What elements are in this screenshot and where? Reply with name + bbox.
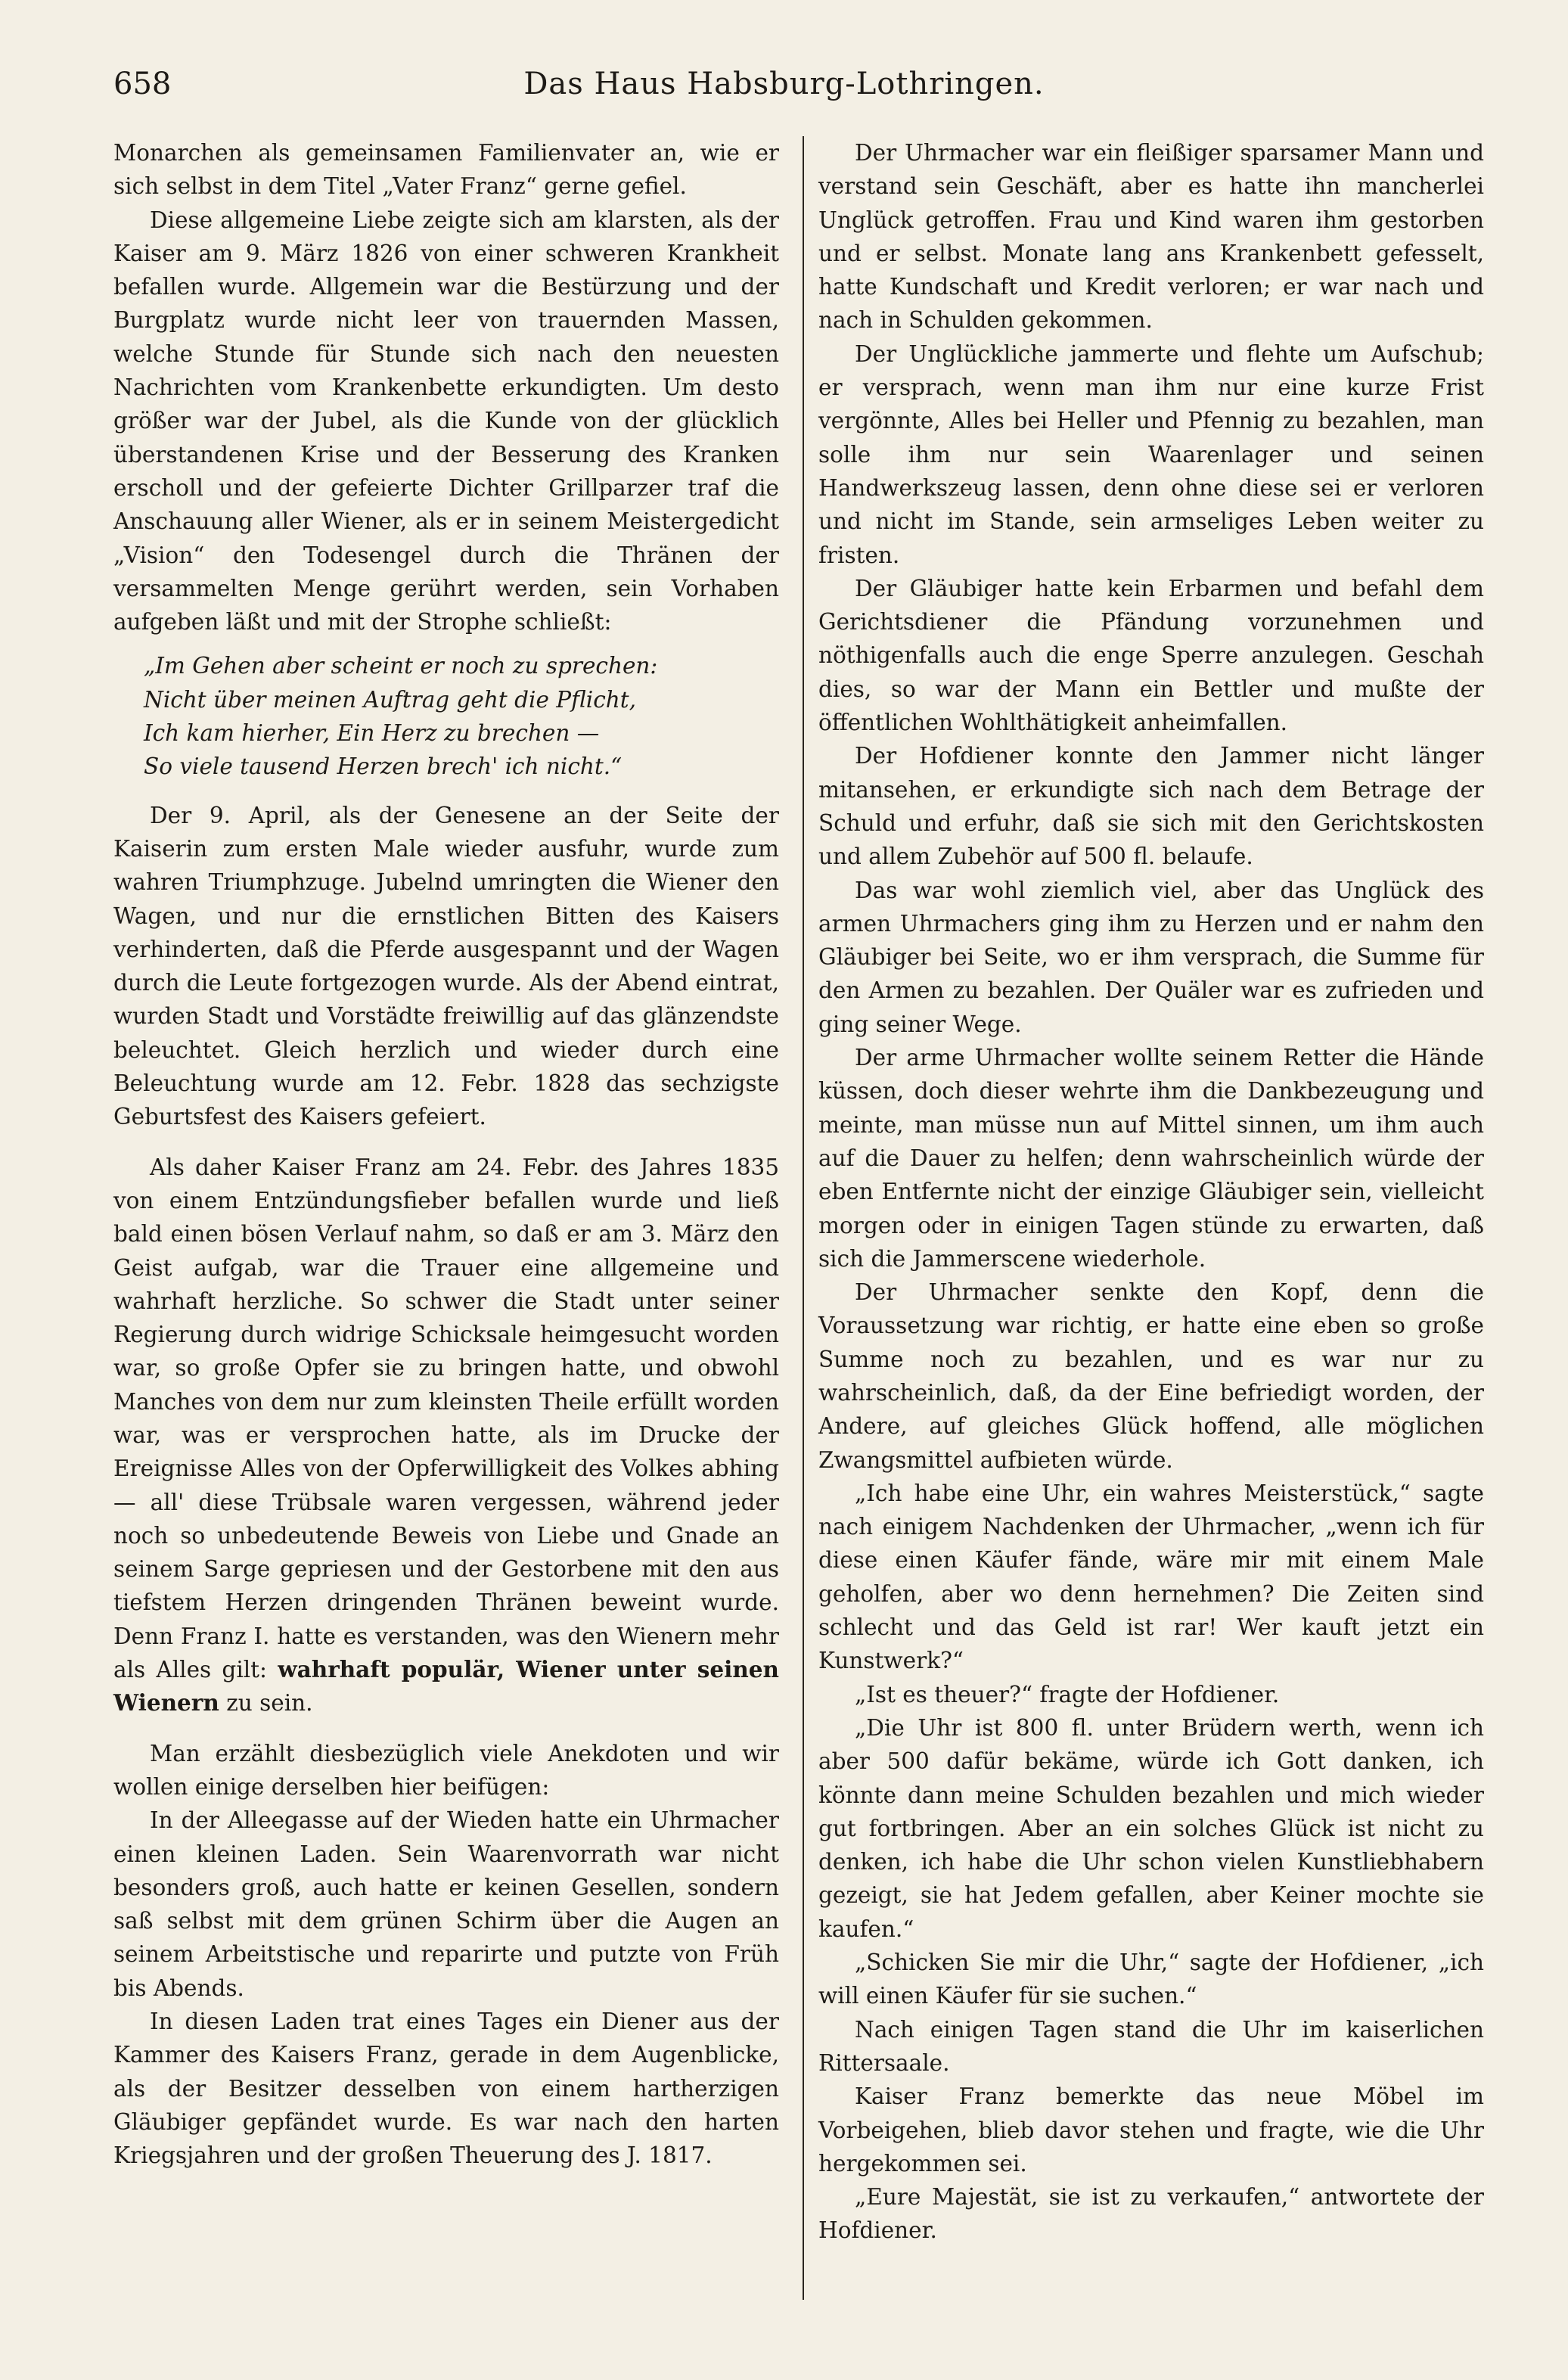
verse-line: Ich kam hierher, Ein Herz zu brechen —: [144, 720, 600, 747]
paragraph: Monarchen als gemeinsamen Familienvater an, wie er sich selbst in dem Titel „Vater Franz“ gerne gefiel.: [113, 140, 779, 200]
paragraph: „Eure Majestät, sie ist zu verkaufen,“ antwortete der Hofdiener.: [818, 2184, 1484, 2244]
paragraph: Der Uhrmacher senkte den Kopf, denn die Voraussetzung war richtig, er hatte eine eben so große Summe noch zu bezahlen, und es war nur zu wahrscheinlich, daß, da der Eine befriedigt worden, der Andere, auf gleiches Glück hoffend, alle möglichen Zwangsmittel aufbieten würde.: [818, 1279, 1484, 1473]
paragraph: Der Uhrmacher war ein fleißiger sparsamer Mann und verstand sein Geschäft, aber es hatte ihn mancherlei Unglück getroffen. Frau und Kind waren ihm gestorben und er selbst. Monate lang ans Krankenbett gefesselt, hatte Kundschaft und Kredit verloren; er war nach und nach in Schulden gekommen.: [818, 140, 1484, 334]
paragraph: Der Unglückliche jammerte und flehte um Aufschub; er versprach, wenn man ihm nur eine kurze Frist vergönnte, Alles bei Heller und Pfennig zu bezahlen, man solle ihm nur sein Waarenlager und seinen Handwerkszeug lassen, denn ohne diese sei er verloren und nicht im Stande, sein armseliges Leben weiter zu fristen.: [818, 340, 1484, 568]
paragraph: In diesen Laden trat eines Tages ein Diener aus der Kammer des Kaisers Franz, gerade in dem Augenblicke, als der Besitzer desselben von einem hartherzigen Gläubiger gepfändet wurde. Es war nach den harten Kriegsjahren und der großen Theuerung des J. 1817.: [113, 2009, 779, 2169]
verse-line: „Im Gehen aber scheint er noch zu sprechen:: [144, 653, 658, 679]
paragraph: Nach einigen Tagen stand die Uhr im kaiserlichen Rittersaale.: [818, 2016, 1484, 2076]
paragraph: In der Alleegasse auf der Wieden hatte ein Uhrmacher einen kleinen Laden. Sein Waarenvorrath war nicht besonders groß, auch hatte er keinen Gesellen, sondern saß selbst mit dem grünen Schirm über die Augen an seinem Arbeitstische und reparirte und putzte von Früh bis Abends.: [113, 1807, 779, 2001]
paragraph: Kaiser Franz bemerkte das neue Möbel im Vorbeigehen, blieb davor stehen und fragte, wie die Uhr hergekommen sei.: [818, 2083, 1484, 2176]
right-column: [818, 136, 1484, 2248]
verse-quote: [144, 649, 779, 783]
paragraph: [113, 1151, 779, 1720]
emphasis-text: wahrhaft populär, Wiener unter seinen Wienern: [113, 1656, 779, 1717]
paragraph: Das war wohl ziemlich viel, aber das Unglück des armen Uhrmachers ging ihm zu Herzen und er nahm den Gläubiger bei Seite, wo er ihm versprach, die Summe für den Armen zu bezahlen. Der Quäler war es zufrieden und ging seiner Wege.: [818, 877, 1484, 1037]
left-column: [113, 136, 779, 2173]
page-header: [113, 67, 1455, 112]
paragraph-text: Als daher Kaiser Franz am 24. Febr. des Jahres 1835 von einem Entzündungsfieber befallen wurde und ließ bald einen bösen Verlauf nahm, so daß er am 3. März den Geist aufgab, war die Trauer eine allgemeine und wahrhaft herzliche. So schwer die Stadt unter seiner Regierung durch widrige Schicksale heimgesucht worden war, so große Opfer sie zu bringen hatte, und obwohl Manches von dem nur zum kleinsten Theile erfüllt worden war, was er versprochen hatte, als im Drucke der Ereignisse Alles von der Opferwilligkeit des Volkes abhing — all' diese Trübsale waren vergessen, während jeder noch so unbedeutende Beweis von Liebe und Gnade an seinem Sarge gepriesen und der Gestorbene mit den aus tiefstem Herzen dringenden Thränen beweint wurde. Denn Franz I. hatte es verstanden, was den Wienern mehr als Alles gilt:: [113, 1154, 779, 1683]
paragraph: „Ist es theuer?“ fragte der Hofdiener.: [855, 1681, 1280, 1707]
paragraph: Der 9. April, als der Genesene an der Seite der Kaiserin zum ersten Male wieder ausfuhr, wurde zum wahren Triumphzuge. Jubelnd umringten die Wiener den Wagen, und nur die ernstlichen Bitten des Kaisers verhinderten, daß die Pferde ausgespannt und der Wagen durch die Leute fortgezogen wurde. Als der Abend eintrat, wurden Stadt und Vorstädte freiwillig auf das glänzendste beleuchtet. Gleich herzlich und wieder durch eine Beleuchtung wurde am 12. Febr. 1828 das sechzigste Geburtsfest des Kaisers gefeiert.: [113, 802, 779, 1130]
verse-line: Nicht über meinen Auftrag geht die Pflicht,: [144, 686, 636, 713]
verse-line: So viele tausend Herzen brech' ich nicht.“: [144, 753, 623, 780]
paragraph: „Schicken Sie mir die Uhr,“ sagte der Hofdiener, „ich will einen Käufer für sie suchen.“: [818, 1950, 1484, 2009]
paragraph: Der arme Uhrmacher wollte seinem Retter die Hände küssen, doch dieser wehrte ihm die Dankbezeugung und meinte, man müsse nun auf Mittel sinnen, um ihm auch auf die Dauer zu helfen; denn wahrscheinlich würde der eben Entfernte nicht der einzige Gläubiger sein, vielleicht morgen oder in einigen Tagen stünde zu erwarten, daß sich die Jammerscene wiederhole.: [818, 1045, 1484, 1272]
paragraph-text: zu sein.: [226, 1690, 313, 1717]
running-title: Das Haus Habsburg-Lothringen.: [523, 67, 1045, 101]
paragraph: Diese allgemeine Liebe zeigte sich am klarsten, als der Kaiser am 9. März 1826 von einer schweren Krankheit befallen wurde. Allgemein war die Bestürzung und der Burgplatz wurde nicht leer von trauernden Massen, welche Stunde für Stunde sich nach den neuesten Nachrichten vom Krankenbette erkundigten. Um desto größer war der Jubel, als die Kunde von der glücklich überstandenen Krise und der Besserung des Kranken erscholl und der gefeierte Dichter Grillparzer traf die Anschauung aller Wiener, als er in seinem Meistergedicht „Vision“ den Todesengel durch die Thränen der versammelten Menge gerührt werden, sein Vorhaben aufgeben läßt und mit der Strophe schließt:: [113, 207, 779, 635]
page-number: 658: [113, 67, 172, 101]
paragraph: „Die Uhr ist 800 fl. unter Brüdern werth, wenn ich aber 500 dafür bekäme, würde ich Gott danken, ich könnte dann meine Schulden bezahlen und mich wieder gut fortbringen. Aber an ein solches Glück ist nicht zu denken, ich habe die Uhr schon vielen Kunstliebhabern gezeigt, sie hat Jedem gefallen, aber Keiner mochte sie kaufen.“: [818, 1714, 1484, 1942]
paragraph: Man erzählt diesbezüglich viele Anekdoten und wir wollen einige derselben hier beifügen:: [113, 1740, 779, 1800]
paragraph: Der Hofdiener konnte den Jammer nicht länger mitansehen, er erkundigte sich nach dem Betrage der Schuld und erfuhr, daß sie sich mit den Gerichtskosten und allem Zubehör auf 500 fl. belaufe.: [818, 743, 1484, 870]
paragraph: „Ich habe eine Uhr, ein wahres Meisterstück,“ sagte nach einigem Nachdenken der Uhrmacher, „wenn ich für diese einen Käufer fände, wäre mir mit einem Male geholfen, aber wo denn hernehmen? Die Zeiten sind schlecht und das Geld ist rar! Wer kauft jetzt ein Kunstwerk?“: [818, 1480, 1484, 1674]
paragraph: Der Gläubiger hatte kein Erbarmen und befahl dem Gerichtsdiener die Pfändung vorzunehmen und nöthigenfalls auch die enge Sperre anzulegen. Geschah dies, so war der Mann ein Bettler und mußte der öffentlichen Wohlthätigkeit anheimfallen.: [818, 575, 1484, 736]
column-divider: [803, 136, 804, 2300]
